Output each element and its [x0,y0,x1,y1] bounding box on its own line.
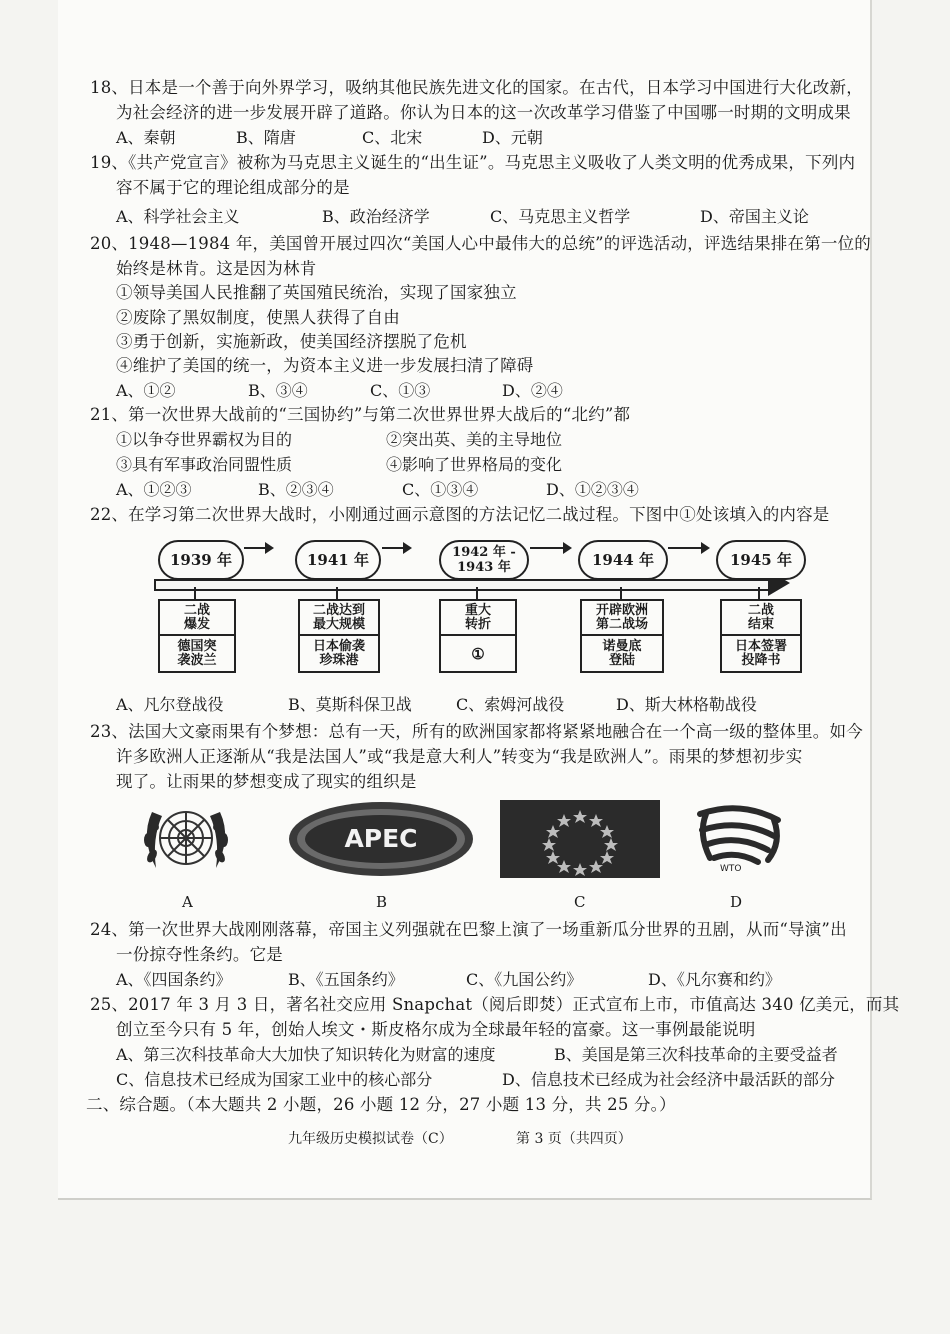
timeline-box-blank-1: ① [471,644,485,663]
timeline-box-event: 二战 爆发 [160,601,234,636]
timeline-box-1941 [298,599,380,673]
q24-option-b: B、《五国条约》 [288,970,404,989]
q24-stem-line2: 一份掠夺性条约。它是 [116,945,283,964]
timeline-box-detail: 德国突 袭波兰 [177,638,217,668]
timeline-connector [620,587,622,599]
q18-option-d: D、元朝 [482,128,543,147]
q18-stem-line2: 为社会经济的进一步发展开辟了道路。你认为日本的这一次改革学习借鉴了中国哪一时期的文明成果 [116,103,851,122]
q25-option-c: C、信息技术已经成为国家工业中的核心部分 [116,1070,433,1089]
timeline-connector [476,587,478,599]
q20-option-b: B、③④ [248,381,308,400]
q21-statement-2: ②突出英、美的主导地位 [386,430,563,449]
timeline-arrow [382,547,410,549]
timeline-node-1939: 1939 年 [158,540,244,580]
q19-option-a: A、科学社会主义 [116,207,240,226]
q20-statement-1: ①领导美国人民推翻了英国殖民统治，实现了国家独立 [116,283,517,302]
q19-stem-line1: 19、《共产党宣言》被称为马克思主义诞生的“出生证”。马克思主义吸收了人类文明的优秀成果，下列内 [90,153,856,172]
eu-flag-icon [500,800,660,878]
section-2-heading: 二、综合题。（本大题共 2 小题，26 小题 12 分，27 小题 13 分，共 25 分。） [86,1095,676,1114]
timeline-box-detail: 日本签署 投降书 [734,638,787,668]
q20-stem-line1: 20、1948—1984 年，美国曾开展过四次“美国人心中最伟大的总统”的评选活动，评选结果排在第一位的 [90,234,871,253]
q20-option-a: A、①② [116,381,176,400]
q21-option-a: A、①②③ [116,480,192,499]
footer-page-number: 第 3 页（共四页） [516,1131,632,1147]
q20-statement-3: ③勇于创新，实施新政，使美国经济摆脱了危机 [116,332,467,351]
q22-option-d: D、斯大林格勒战役 [616,695,757,714]
timeline-box-1942-1943 [439,599,517,673]
q22-option-c: C、索姆河战役 [456,695,565,714]
q24-stem-line1: 24、第一次世界大战刚刚落幕，帝国主义列强就在巴黎上演了一场重新瓜分世界的丑剧，从而“导演”出 [90,920,847,939]
q19-option-c: C、马克思主义哲学 [490,207,631,226]
apec-logo-icon [288,800,474,878]
q23-stem-line3: 现了。让雨果的梦想变成了现实的组织是 [116,772,417,791]
q22-stem: 22、在学习第二次世界大战时，小刚通过画示意图的方法记忆二战过程。下图中①处该填入的内容是 [90,505,830,524]
q18-option-c: C、北宋 [362,128,423,147]
timeline-connector [194,587,196,599]
timeline-arrow [244,547,272,549]
timeline-axis [154,579,772,591]
q20-option-d: D、②④ [502,381,563,400]
q21-option-d: D、①②③④ [546,480,639,499]
un-emblem-icon [136,800,236,878]
q21-statement-4: ④影响了世界格局的变化 [386,455,563,474]
timeline-box-event: 二战达到 最大规模 [300,601,378,636]
q21-option-b: B、②③④ [258,480,334,499]
q22-option-b: B、莫斯科保卫战 [288,695,412,714]
q23-option-b: B [376,893,388,911]
q25-option-d: D、信息技术已经成为社会经济中最活跃的部分 [502,1070,835,1089]
q18-option-a: A、秦朝 [116,128,176,147]
q23-option-a: A [182,893,193,911]
q21-statement-1: ①以争夺世界霸权为目的 [116,430,293,449]
timeline-connector [336,587,338,599]
q25-stem-line1: 25、2017 年 3 月 3 日，著名社交应用 Snapchat（阅后即焚）正式宣布上市，市值高达 340 亿美元，而其 [90,995,900,1014]
q20-stem-line2: 始终是林肯。这是因为林肯 [116,259,317,278]
q24-option-d: D、《凡尔赛和约》 [648,970,781,989]
q22-option-a: A、凡尔登战役 [116,695,224,714]
q19-option-b: B、政治经济学 [322,207,430,226]
q19-option-d: D、帝国主义论 [700,207,809,226]
q20-option-c: C、①③ [370,381,431,400]
wto-logo-icon [690,800,790,878]
q20-statement-4: ④维护了美国的统一，为资本主义进一步发展扫清了障碍 [116,356,534,375]
timeline-box-1945 [720,599,802,673]
timeline-box-detail: 日本偷袭 珍珠港 [312,638,365,668]
q23-option-c: C [574,893,586,911]
timeline-node-1944: 1944 年 [578,540,668,580]
q19-stem-line2: 容不属于它的理论组成部分的是 [116,178,350,197]
timeline-node-1941: 1941 年 [295,540,381,580]
timeline-arrow [530,547,570,549]
wto-logo-text: WTO [720,864,742,874]
q25-option-a: A、第三次科技革命大大加快了知识转化为财富的速度 [116,1045,496,1064]
q21-statement-3: ③具有军事政治同盟性质 [116,455,293,474]
q20-statement-2: ②废除了黑奴制度，使黑人获得了自由 [116,308,400,327]
timeline-node-1942-1943: 1942 年 - 1943 年 [439,540,529,580]
q25-stem-line2: 创立至今只有 5 年，创始人埃文・斯皮格尔成为全球最年轻的富豪。这一事例最能说明 [116,1020,756,1039]
timeline-box-event: 开辟欧洲 第二战场 [582,601,662,636]
q25-option-b: B、美国是第三次科技革命的主要受益者 [554,1045,838,1064]
timeline-connector [758,587,760,599]
ww2-timeline-diagram [150,530,810,680]
q21-option-c: C、①③④ [402,480,479,499]
timeline-box-1944 [580,599,664,673]
footer-exam-title: 九年级历史模拟试卷（C） [288,1131,453,1147]
q24-option-c: C、《九国公约》 [466,970,583,989]
q23-stem-line1: 23、法国大文豪雨果有个梦想：总有一天，所有的欧洲国家都将紧紧地融合在一个高一级的整体里。如今 [90,722,863,741]
timeline-node-1945: 1945 年 [716,540,806,580]
timeline-arrow [668,547,708,549]
timeline-box-event: 重大 转折 [441,601,515,636]
q21-stem: 21、第一次世界大战前的“三国协约”与第二次世界世界大战后的“北约”都 [90,405,631,424]
timeline-box-event: 二战 结束 [722,601,800,636]
q23-option-d: D [730,893,743,911]
apec-logo-text: APEC [344,824,418,853]
q18-option-b: B、隋唐 [236,128,296,147]
q18-stem-line1: 18、日本是一个善于向外界学习，吸纳其他民族先进文化的国家。在古代，日本学习中国进行大化改新， [90,78,863,97]
timeline-box-detail: 诺曼底 登陆 [602,638,642,668]
q23-stem-line2: 许多欧洲人正逐渐从“我是法国人”或“我是意大利人”转变为“我是欧洲人”。雨果的梦想初步实 [116,747,803,766]
timeline-box-1939 [158,599,236,673]
q24-option-a: A、《四国条约》 [116,970,232,989]
